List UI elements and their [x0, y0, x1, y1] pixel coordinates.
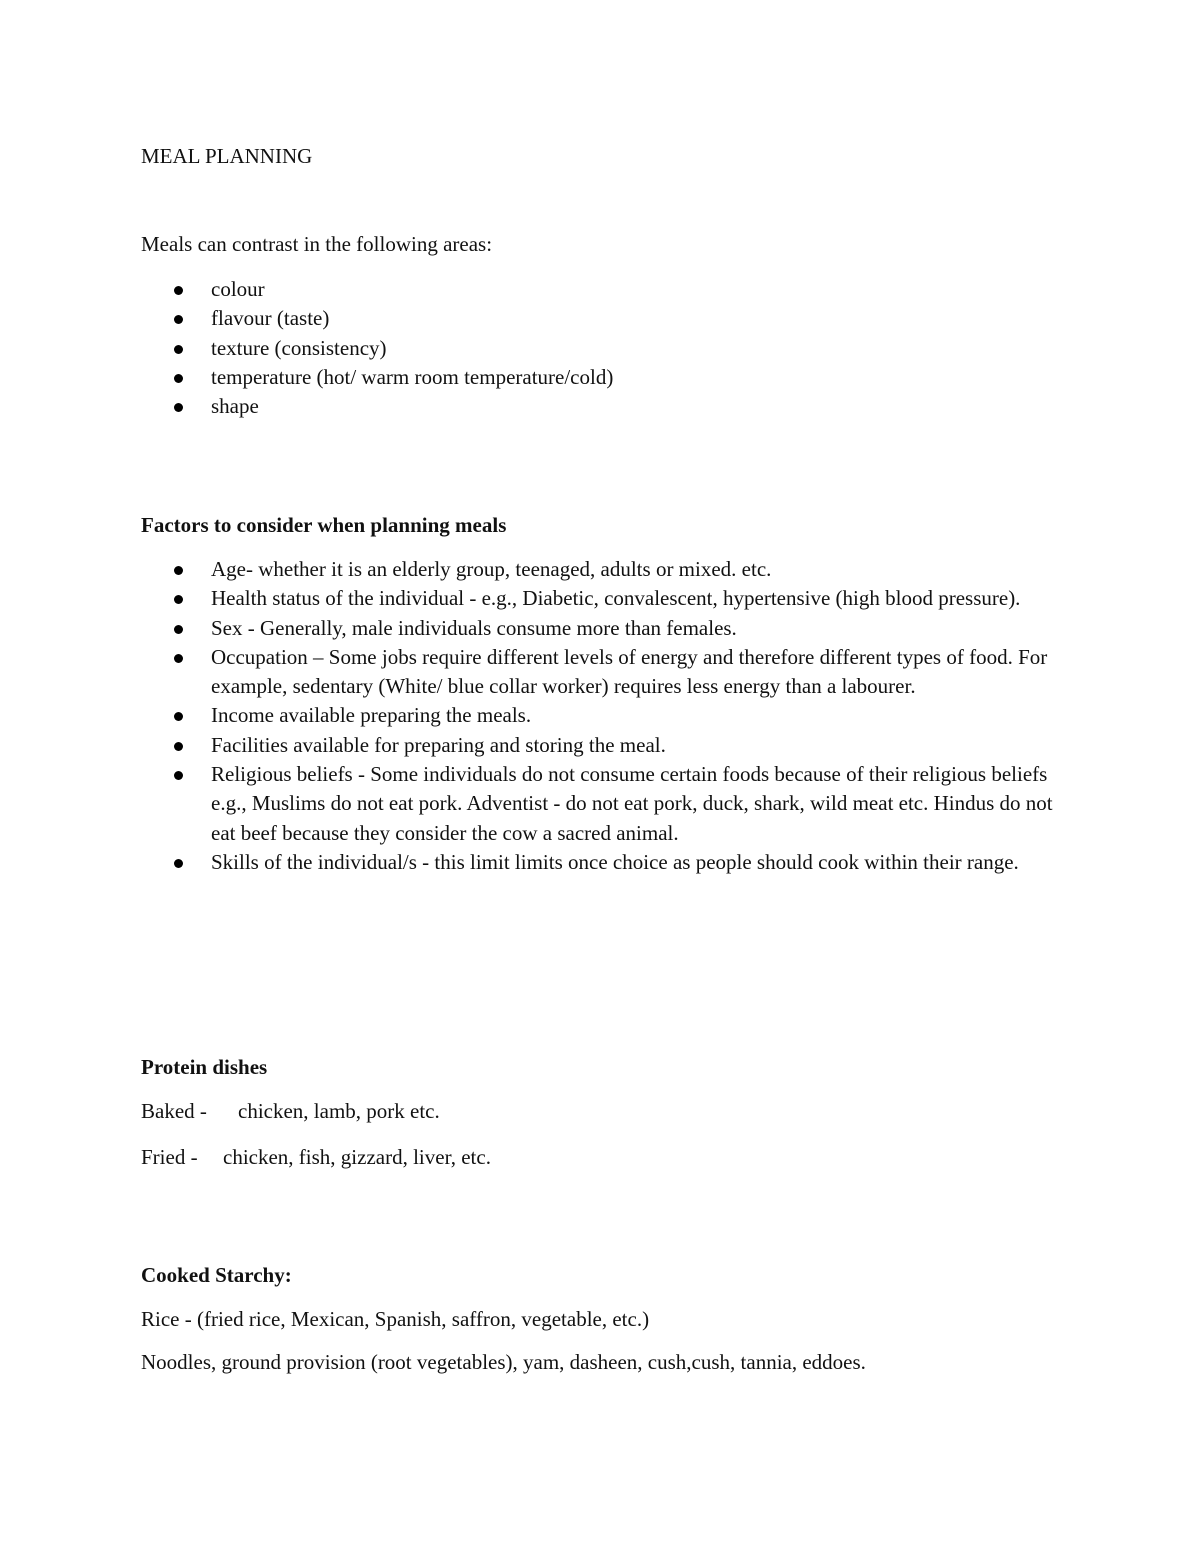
bullet-icon: [174, 654, 183, 663]
bullet-icon: [174, 403, 183, 412]
factors-list: [141, 555, 1071, 877]
list-item: [141, 334, 1071, 363]
bullet-icon: [174, 566, 183, 575]
list-item-text: Occupation – Some jobs require different levels of energy and therefore different types of food. For example, sedentary (White/ blue collar worker) requires less energy than a labourer.: [211, 644, 1048, 699]
list-item: [141, 275, 1071, 304]
page-title: MEAL PLANNING: [141, 144, 313, 168]
list-item: [141, 614, 1071, 643]
list-item-text: Health status of the individual - e.g., Diabetic, convalescent, hypertensive (high blood pressure).: [211, 586, 1021, 611]
baked-label: Baked -: [141, 1099, 207, 1123]
list-item-text: colour: [211, 277, 265, 301]
bullet-icon: [174, 712, 183, 721]
list-item: [141, 304, 1071, 333]
fried-text: chicken, fish, gizzard, liver, etc.: [223, 1145, 491, 1169]
bullet-icon: [174, 595, 183, 604]
bullet-icon: [174, 345, 183, 354]
list-item: [141, 584, 1071, 613]
noodles-line: Noodles, ground provision (root vegetables), yam, dasheen, cush,cush, tannia, eddoes.: [141, 1350, 866, 1374]
bullet-icon: [174, 859, 183, 868]
list-item: [141, 848, 1071, 877]
bullet-icon: [174, 742, 183, 751]
list-item-text: temperature (hot/ warm room temperature/cold): [211, 364, 614, 389]
list-item-text: Sex - Generally, male individuals consume more than females.: [211, 615, 737, 640]
list-item-text: Age- whether it is an elderly group, teenaged, adults or mixed. etc.: [211, 557, 772, 581]
list-item-text: texture (consistency): [211, 335, 387, 360]
list-item: [141, 363, 1071, 392]
list-item: [141, 731, 1071, 760]
bullet-icon: [174, 771, 183, 780]
bullet-icon: [174, 625, 183, 634]
list-item: [141, 701, 1071, 730]
list-item: [141, 643, 1071, 702]
bullet-icon: [174, 315, 183, 324]
contrast-list: [141, 275, 1071, 421]
fried-line: [141, 1143, 491, 1172]
list-item-text: flavour (taste): [211, 306, 330, 331]
fried-label: Fried -: [141, 1145, 198, 1169]
baked-line: [141, 1097, 440, 1126]
list-item-text: Facilities available for preparing and storing the meal.: [211, 732, 666, 757]
list-item-text: Income available preparing the meals.: [211, 703, 532, 728]
intro-text: Meals can contrast in the following areas:: [141, 232, 493, 256]
rice-line: Rice - (fried rice, Mexican, Spanish, saffron, vegetable, etc.): [141, 1307, 650, 1331]
factors-heading: Factors to consider when planning meals: [141, 513, 507, 537]
bullet-icon: [174, 374, 183, 383]
starchy-heading: Cooked Starchy:: [141, 1263, 292, 1287]
protein-heading: Protein dishes: [141, 1055, 268, 1079]
bullet-icon: [174, 286, 183, 295]
list-item-text: shape: [211, 394, 259, 419]
list-item: [141, 760, 1071, 848]
list-item: [141, 555, 1071, 584]
list-item: [141, 392, 1071, 421]
baked-text: chicken, lamb, pork etc.: [238, 1099, 440, 1123]
list-item-text: Skills of the individual/s - this limit limits once choice as people should cook within their range.: [211, 849, 1019, 874]
list-item-text: Religious beliefs - Some individuals do not consume certain foods because of their religious beliefs e.g., Muslims do not eat pork. Adventist - do not eat pork, duck, shark, wild meat etc. Hindus do not eat beef because they consider the cow a sacred animal.: [211, 762, 1053, 845]
